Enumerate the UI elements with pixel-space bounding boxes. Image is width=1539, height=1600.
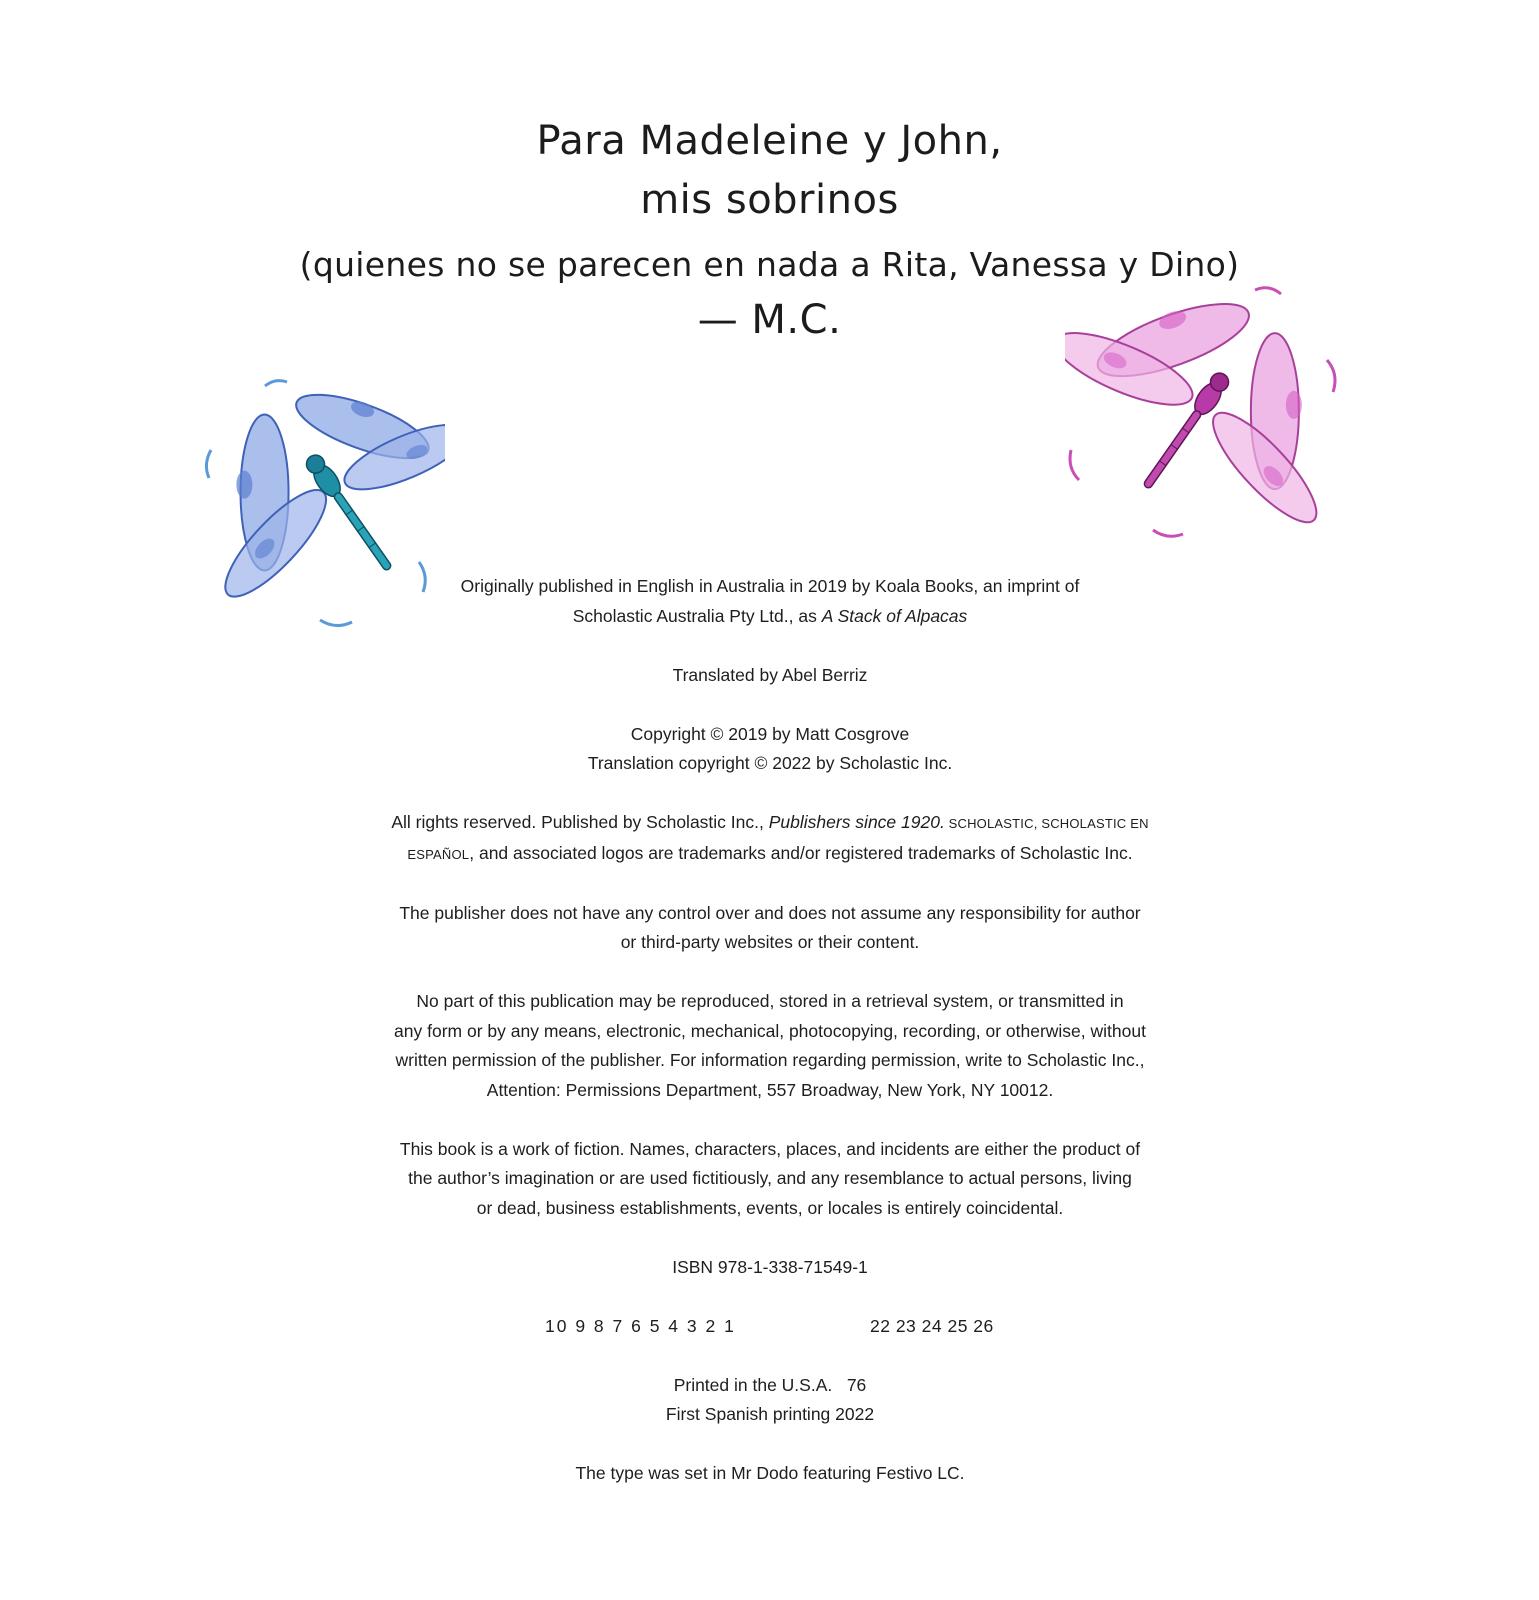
publisher-slogan: Publishers since 1920. bbox=[768, 812, 945, 832]
publisher-control-line-2: or third-party websites or their content. bbox=[620, 932, 920, 952]
reproduction-notice bbox=[380, 987, 1160, 1105]
isbn: ISBN 978-1-338-71549-1 bbox=[672, 1256, 868, 1277]
original-title: A Stack of Alpacas bbox=[821, 605, 968, 626]
dedication-line-1: Para Madeleine y John, bbox=[536, 118, 1003, 164]
copyright-notice bbox=[380, 720, 1160, 779]
first-printing-line: First Spanish printing 2022 bbox=[665, 1404, 875, 1424]
reproduction-line-2: any form or by any means, electronic, mechanical, photocopying, recording, or otherwise, without bbox=[394, 1020, 1146, 1041]
rights-notice bbox=[380, 808, 1160, 869]
dedication-line-3: (quienes no se parecen en nada a Rita, Vanessa y Dino) bbox=[299, 245, 1240, 284]
fiction-disclaimer bbox=[380, 1135, 1160, 1224]
original-publication-note bbox=[380, 572, 1160, 631]
pink-dragonfly-illustration bbox=[1065, 280, 1355, 550]
publisher-control-notice bbox=[380, 899, 1160, 958]
printing-years: 22 23 24 25 26 bbox=[870, 1315, 994, 1336]
trademark-name-espanol: ESPAÑOL bbox=[407, 846, 470, 862]
publisher-control-line-1: The publisher does not have any control over and does not assume any responsibility for author bbox=[399, 902, 1141, 923]
translation-copyright-line: Translation copyright © 2022 by Scholastic Inc. bbox=[587, 753, 953, 773]
copyright-line: Copyright © 2019 by Matt Cosgrove bbox=[630, 723, 910, 744]
reproduction-line-1: No part of this publication may be reproduced, stored in a retrieval system, or transmitted in bbox=[416, 991, 1124, 1011]
trademark-names: SCHOLASTIC, SCHOLASTIC EN bbox=[944, 816, 1149, 831]
rights-line-1: All rights reserved. Published by Scholastic Inc., bbox=[391, 812, 769, 832]
typeface-note: The type was set in Mr Dodo featuring Festivo LC. bbox=[575, 1463, 965, 1483]
copyright-imprint bbox=[380, 572, 1160, 1489]
original-publication-line-2: Scholastic Australia Pty Ltd., as bbox=[572, 605, 822, 626]
printing-info bbox=[380, 1371, 1160, 1430]
translator-credit: Translated by Abel Berriz bbox=[672, 664, 868, 685]
fiction-line-2: the author’s imagination or are used fictitiously, and any resemblance to actual persons, living bbox=[408, 1168, 1132, 1188]
dedication-signature: — M.C. bbox=[697, 297, 842, 343]
reproduction-line-4: Attention: Permissions Department, 557 Broadway, New York, NY 10012. bbox=[486, 1079, 1054, 1100]
original-publication-line-1: Originally published in English in Australia in 2019 by Koala Books, an imprint of bbox=[460, 576, 1080, 596]
reproduction-line-3: written permission of the publisher. For information regarding permission, write to Scholastic Inc., bbox=[395, 1050, 1145, 1070]
printed-in-line: Printed in the U.S.A. 76 bbox=[673, 1374, 867, 1395]
rights-line-2: , and associated logos are trademarks and/or registered trademarks of Scholastic Inc. bbox=[469, 842, 1133, 863]
fiction-line-3: or dead, business establishments, events, or locales is entirely coincidental. bbox=[476, 1197, 1064, 1218]
dedication-line-2: mis sobrinos bbox=[640, 177, 899, 223]
fiction-line-1: This book is a work of fiction. Names, characters, places, and incidents are either the product of bbox=[399, 1138, 1141, 1159]
printing-numbers: 10 9 8 7 6 5 4 3 2 1 bbox=[545, 1315, 736, 1336]
printing-numbers-row bbox=[380, 1312, 1160, 1342]
